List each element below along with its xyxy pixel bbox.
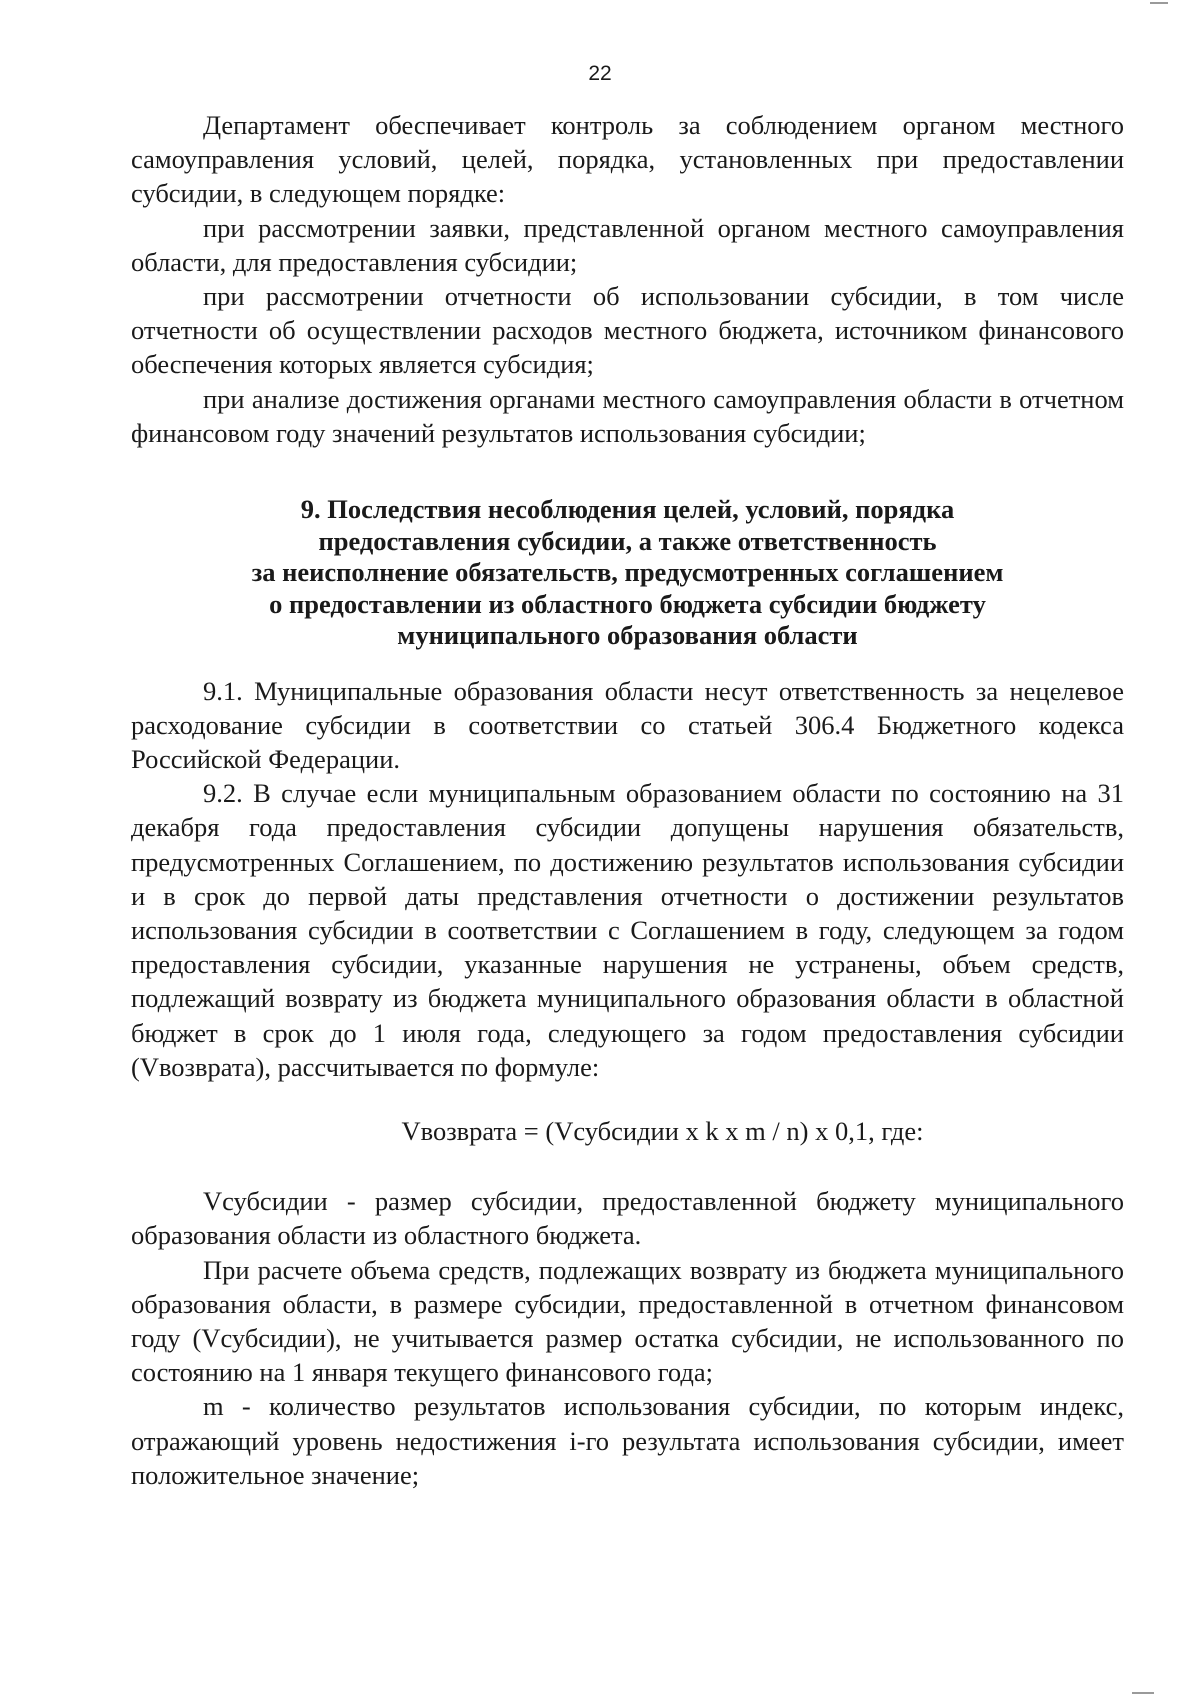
section-9-heading-line: предоставления субсидии, а также ответственность <box>318 525 937 556</box>
control-item-application: при рассмотрении заявки, представленной органом местного самоуправления области, для предоставления субсидии; <box>131 212 1124 277</box>
definition-v-subsidy: Vсубсидии - размер субсидии, предоставленной бюджету муниципального образования области из областного бюджета. <box>131 1186 1124 1251</box>
control-item-analysis: при анализе достижения органами местного самоуправления области в отчетном финансовом году значений результатов использования субсидии; <box>131 383 1124 448</box>
paragraph-9-1: 9.1. Муниципальные образования области несут ответственность за нецелевое расходование субсидии в соответствии со статьей 306.4 Бюджетного кодекса Российской Федерации. <box>131 675 1124 774</box>
section-9-heading-line: за неисполнение обязательств, предусмотренных соглашением <box>251 557 1004 588</box>
control-paragraph: Департамент обеспечивает контроль за соблюдением органом местного самоуправления условий, целей, порядка, установленных при предоставлении субсидии, в следующем порядке: <box>131 110 1124 209</box>
page-number: 22 <box>588 62 612 85</box>
paragraph-9-2: 9.2. В случае если муниципальным образованием области по состоянию на 31 декабря года предоставления субсидии допущены нарушения обязательств, предусмотренных Соглашением, по достижению результатов использования субсидии и в срок до первой даты представления отчетности о достижении результатов использования субсидии в соответствии с Соглашением в году, следующем за годом предоставления субсидии, указанные нарушения не устранены, объем средств, подлежащий возврату из бюджета муниципального образования области в областной бюджет в срок до 1 июля года, следующего за годом предоставления субсидии (Vвозврата), рассчитывается по формуле: <box>131 778 1124 1082</box>
section-9-heading-line: 9. Последствия несоблюдения целей, условий, порядка <box>300 494 955 525</box>
scan-mark-top <box>1150 2 1168 4</box>
section-9-heading <box>131 494 1124 652</box>
section-9-heading-line: о предоставлении из областного бюджета субсидии бюджету <box>269 588 986 619</box>
definition-remainder-note: При расчете объема средств, подлежащих возврату из бюджета муниципального образования области, в размере субсидии, предоставленной в отчетном финансовом году (Vсубсидии), не учитывается размер остатка субсидии, не использованного по состоянию на 1 января текущего финансового года; <box>131 1254 1124 1388</box>
definition-m: m - количество результатов использования субсидии, по которым индекс, отражающий уровень недостижения i-го результата использования субсидии, имеет положительное значение; <box>131 1391 1124 1490</box>
scan-mark-bottom <box>1132 1692 1154 1694</box>
return-formula: Vвозврата = (Vсубсидии x k x m / n) x 0,1, где: <box>401 1115 924 1146</box>
control-item-reporting: при рассмотрении отчетности об использовании субсидии, в том числе отчетности об осуществлении расходов местного бюджета, источником финансового обеспечения которых является субсидия; <box>131 281 1124 380</box>
document-body <box>131 108 1124 1492</box>
section-9-heading-line: муниципального образования области <box>397 620 858 651</box>
